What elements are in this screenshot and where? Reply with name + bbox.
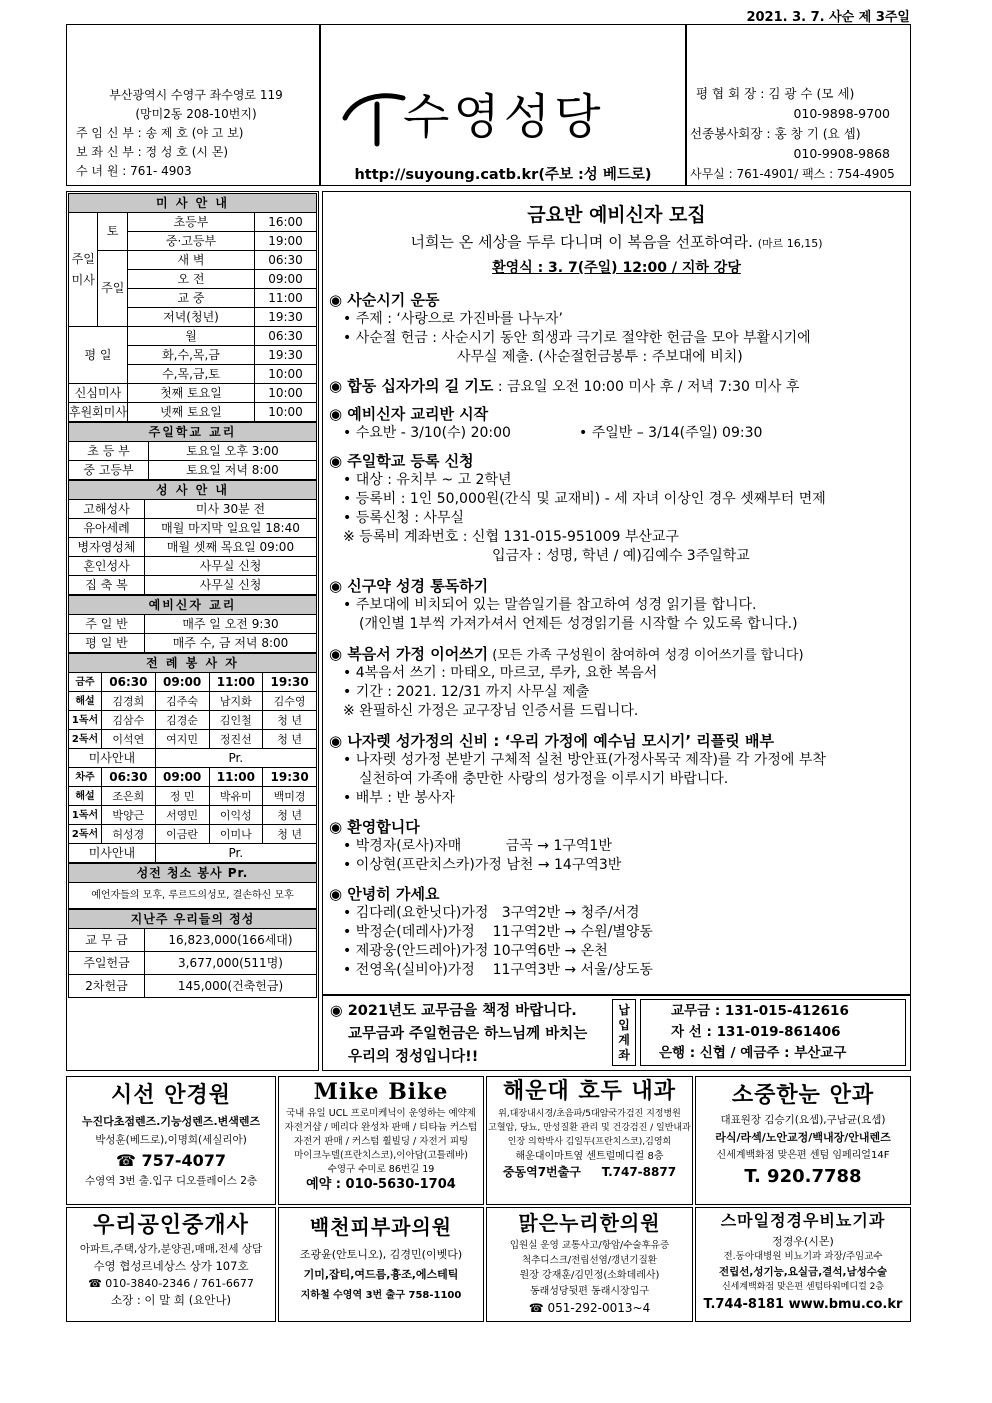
ad-phone: T.744-8181 www.bmu.co.kr: [703, 1297, 903, 1312]
convent-line: 수 녀 원 : 761- 4903: [76, 164, 192, 178]
farewell-entry: • 박정순(데레사)가정 11구역2반 → 수원/별양동: [343, 924, 653, 940]
usher-value: Pr.: [155, 844, 316, 863]
address-line: 부산광역시 수영구 좌수영로 119: [109, 88, 283, 102]
server-name: 조은희: [102, 787, 156, 806]
ad-line: 척추디스크/전립선염/갱년기질환: [522, 1255, 657, 1266]
sacrament-table: [68, 480, 317, 595]
nazareth-line: • 배부 : 반 봉사자: [343, 790, 455, 806]
header-divider-1: [319, 24, 321, 186]
nazareth-title: ◉ 나자렛 성가정의 신비 : ‘우리 가정에 예수님 모시기’ 리플릿 배부: [329, 732, 774, 750]
ad-title: 시선 안경원: [111, 1083, 231, 1108]
offering-amount: 145,000(건축헌금): [145, 975, 317, 998]
ad-line: 인장 의학박사 김일두(프란치스코),김영희: [507, 1137, 672, 1147]
ad-line: 수영 협성르네상스 상가 107호: [93, 1259, 249, 1273]
tithe-line: 우리의 정성입니다!!: [348, 1049, 479, 1065]
ad-line: 아파트,주택,상가,분양권,매매,전세 상담: [79, 1243, 263, 1255]
mass-table: [68, 193, 317, 422]
ad-title: 스마일정경우비뇨기과: [720, 1211, 886, 1230]
weekday-mass-label: 평 일: [69, 327, 128, 384]
school-grade: 초 등 부: [69, 442, 149, 461]
server-name: 여지민: [155, 730, 209, 749]
sacrament-info: 매월 셋째 목요일 09:00: [145, 538, 317, 557]
server-name: 이익성: [209, 806, 263, 825]
mass-row-time: 10:00: [255, 365, 317, 384]
ad-line: 신세계백화점 맞은편 센텀타워메디컬 2층: [721, 1282, 885, 1292]
address-sub-line: (망미2동 208-10번지): [135, 107, 257, 121]
lent-line: • 사순절 헌금 : 사순시기 동안 희생과 극기로 절약한 헌금을 모아 부활시기에: [343, 330, 811, 346]
mass-row-time: 19:30: [255, 308, 317, 327]
lent-line: 사무실 제출. (사순절헌금봉투 : 주보대에 비치): [457, 349, 743, 365]
server-head: 09:00: [155, 673, 209, 692]
charity-account: 자 선 : 131-019-861406: [671, 1024, 841, 1040]
ad-line: 박성훈(베드로),이명희(세실리아): [95, 1134, 247, 1146]
ad-line: 국내 유일 UCL 프로미케닉이 운영하는 예약제: [286, 1108, 476, 1119]
mass-row-time: 06:30: [255, 327, 317, 346]
mass-row-time: 09:00: [255, 270, 317, 289]
ad-line: 기미,잡티,여드름,흉조,에스테틱: [303, 1268, 459, 1281]
office-contact: 사무실 : 761-4901/ 팩스 : 754-4905: [690, 167, 895, 181]
gospel-line: • 기간 : 2021. 12/31 까지 사무실 제출: [343, 684, 590, 700]
catechumen-time: 매주 수, 금 저녁 8:00: [145, 634, 317, 653]
church-name: 수영성당: [403, 89, 605, 145]
usher-value: Pr.: [155, 749, 316, 768]
ad-line: 신세계백화점 맞은편 센텀 임페리얼14F: [716, 1150, 890, 1161]
offering-type: 교 무 금: [69, 929, 145, 952]
mass-row-time: 11:00: [255, 289, 317, 308]
catechumen-time: 매주 일 오전 9:30: [145, 615, 317, 634]
welcome-entry: • 이상현(프란치스카)가정 남천 → 14구역3반: [343, 857, 622, 873]
farewell-entry: • 제광웅(안드레아)가정 10구역6반 → 온천: [343, 943, 608, 959]
server-role: 2독서: [69, 825, 102, 844]
server-name: 이미나: [209, 825, 263, 844]
catechumen-start-title: ◉ 예비신자 교리반 시작: [329, 405, 489, 423]
ad-title: 우리공인중개사: [93, 1212, 249, 1238]
server-name: 백미경: [263, 787, 317, 806]
server-head: 06:30: [102, 768, 156, 787]
sacrament-name: 고해성사: [69, 500, 145, 519]
ad-title: 맑은누리한의원: [518, 1211, 661, 1235]
sacrament-info: 미사 30분 전: [145, 500, 317, 519]
account-tag: 납입계좌: [612, 999, 636, 1066]
ad-line: 자전거샵 / 메리다 완성차 판매 / 티타늄 커스텀: [284, 1122, 478, 1133]
farewell-section: [329, 884, 909, 980]
server-name: 김주숙: [155, 692, 209, 711]
mass-row-name: 교 중: [127, 289, 254, 308]
offering-amount: 3,677,000(511명): [145, 952, 317, 975]
ad-line: 누진다초점렌즈.기능성렌즈.변색렌즈: [81, 1115, 261, 1128]
server-name: 청 년: [263, 806, 317, 825]
mass-row-name: 저녁(청년): [127, 308, 254, 327]
catechumen-class: 주 일 반: [69, 615, 145, 634]
catechumen-class: 평 일 반: [69, 634, 145, 653]
server-role: 해설: [69, 692, 102, 711]
school-line: ※ 등록비 계좌번호 : 신협 131-015-951009 부산교구: [343, 529, 679, 545]
left-tables: [68, 193, 317, 998]
school-line: 입금자 : 성명, 학년 / 예)김예수 3주일학교: [492, 548, 750, 564]
welcome-section: [329, 817, 909, 875]
main-verse-ref: (마르 16,15): [757, 237, 823, 250]
server-head: 19:30: [263, 768, 317, 787]
lent-title: ◉ 사순시기 운동: [329, 291, 440, 309]
mass-row-time: 06:30: [255, 251, 317, 270]
server-name: 김삼수: [102, 711, 156, 730]
gospel-line: • 4복음서 쓰기 : 마태오, 마르코, 루카, 요한 복음서: [343, 665, 658, 681]
server-head: 19:30: [263, 673, 317, 692]
school-section: [329, 451, 909, 566]
school-grade: 중 고등부: [69, 461, 149, 480]
council-phone: 010-9898-9700: [793, 106, 890, 121]
farewell-title: ◉ 안녕히 가세요: [329, 885, 440, 903]
bible-line: (개인별 1부씩 가져가셔서 언제든 성경읽기를 시작할 수 있도록 합니다.): [359, 616, 798, 632]
bible-title: ◉ 신구약 성경 통독하기: [329, 577, 489, 595]
server-name: 이금란: [155, 825, 209, 844]
catechumen-table: [68, 595, 317, 653]
ad-phone: T. 920.7788: [744, 1166, 862, 1187]
server-name: 이석연: [102, 730, 156, 749]
nazareth-section: [329, 731, 909, 808]
ad-phone: 예약 : 010-5630-1704: [306, 1177, 456, 1192]
server-name: 김인철: [209, 711, 263, 730]
ad-line: 조광윤(안토니오), 김경민(이벳다): [299, 1248, 463, 1261]
server-role: 해설: [69, 787, 102, 806]
ad-phone: ☎ 757-4077: [115, 1151, 227, 1170]
offering-type: 2차헌금: [69, 975, 145, 998]
server-name: 박양근: [102, 806, 156, 825]
school-line: • 대상 : 유치부 ~ 고 2학년: [343, 472, 512, 488]
cleaning-title: 성전 청소 봉사 Pr.: [69, 864, 317, 883]
ad-line: 전.동아대병원 비뇨기과 과장/주임교수: [723, 1251, 883, 1262]
ad-line: 고혈압, 당뇨, 만성질환 관리 및 건강검진 / 일반내과: [488, 1123, 691, 1133]
offering-type: 주일헌금: [69, 952, 145, 975]
ad-phone: ☎ 010-3840-2346 / 761-6677: [88, 1277, 254, 1290]
special-mass-time: 10:00: [255, 384, 317, 403]
sunday-label: 주일: [98, 251, 127, 327]
ad-eye-clinic: [695, 1076, 911, 1205]
school-time: 토요일 오후 3:00: [149, 442, 317, 461]
server-head: 09:00: [155, 768, 209, 787]
mass-row-name: 새 벽: [127, 251, 254, 270]
header-divider-2: [685, 24, 687, 186]
usher-label: 미사안내: [69, 844, 156, 863]
account-box: [640, 999, 906, 1066]
special-mass-time: 10:00: [255, 403, 317, 422]
pastor-line: 주 임 신 부 : 송 제 호 (야 고 보): [76, 126, 244, 140]
ad-line: 자전거 판매 / 커스텀 휠빌딩 / 자전거 피팅: [293, 1136, 469, 1147]
sacrament-name: 병자영성체: [69, 538, 145, 557]
server-table: [68, 653, 317, 863]
farewell-entry: • 전영옥(실비아)가정 11구역3반 → 서울/상도동: [343, 962, 653, 978]
mass-row-name: 중·고등부: [127, 232, 254, 251]
bank-info: 은행 : 신협 / 예금주 : 부산교구: [659, 1045, 847, 1061]
ad-title: 소중한눈 안과: [731, 1083, 875, 1108]
nazareth-line: • 나자렛 성가정 본받기 구체적 실천 방안표(가정사목국 제작)를 각 가정에 부착: [343, 752, 826, 768]
mass-title: 미 사 안 내: [69, 194, 317, 213]
server-head: 06:30: [102, 673, 156, 692]
server-name: 김수영: [263, 692, 317, 711]
welcome-title: ◉ 환영합니다: [329, 818, 420, 836]
ad-phone: ☎ 051-292-0013~4: [528, 1301, 651, 1315]
ad-line: 정경우(시몬): [772, 1235, 834, 1248]
server-name: 김경희: [102, 692, 156, 711]
catechumen-line: [329, 424, 909, 443]
welcome-line: 환영식 : 3. 7(주일) 12:00 / 지하 강당: [492, 260, 741, 276]
ad-clinic-internal: [486, 1076, 693, 1205]
server-name: 청 년: [263, 730, 317, 749]
ad-korean-medicine: [486, 1207, 693, 1322]
council-president: 평 협 회 장 : 김 광 수 (모 세): [696, 86, 855, 101]
gospel-section: [329, 644, 909, 721]
special-mass-day: 넷째 토요일: [127, 403, 254, 422]
ad-title: 해운대 호두 내과: [502, 1079, 677, 1104]
offering-amount: 16,823,000(166세대): [145, 929, 317, 952]
server-title: 전 례 봉 사 자: [69, 654, 317, 673]
server-role: 1독서: [69, 711, 102, 730]
header-right: [690, 84, 908, 184]
stations-title: ◉ 합동 십자가의 길 기도: [329, 377, 494, 395]
mass-row-time: 19:00: [255, 232, 317, 251]
sunday-class: • 주일반 – 3/14(주일) 09:30: [579, 425, 763, 441]
tithe-line: 교무금과 주일헌금은 하느님께 바치는: [348, 1026, 588, 1042]
server-name: 김경순: [155, 711, 209, 730]
school-time: 토요일 저녁 8:00: [149, 461, 317, 480]
main-verse-line: [322, 231, 911, 252]
school-reg-title: ◉ 주일학교 등록 신청: [329, 452, 474, 470]
cleaning-groups: 예언자들의 모후, 루르드의성모, 결손하신 모후: [69, 883, 317, 909]
ad-line: 원장 강재훈/김민정(소화데레사): [519, 1270, 660, 1281]
lent-line: • 주제 : ‘사랑으로 가진바를 나누자’: [343, 311, 563, 327]
ad-optical: [66, 1076, 276, 1205]
issue-date: 2021. 3. 7. 사순 제 3주일: [746, 10, 910, 25]
usher-label: 미사안내: [69, 749, 156, 768]
ad-urology: [695, 1207, 911, 1322]
mass-row-name: 화,수,목,금: [127, 346, 254, 365]
gospel-line: ※ 완필하신 가정은 교구장님 인증서를 드립니다.: [343, 703, 639, 719]
school-line: • 등록비 : 1인 50,000원(간식 및 교재비) - 세 자녀 이상인 경우 셋째부터 면제: [343, 491, 826, 507]
ad-line: 동래성당뒷편 동래시장입구: [529, 1286, 650, 1297]
ad-phone: 중동역7번출구 T.747-8877: [502, 1165, 677, 1179]
tithe-message: [330, 1000, 600, 1069]
special-mass-day: 첫째 토요일: [127, 384, 254, 403]
school-line: • 등록신청 : 사무실: [343, 510, 464, 526]
special-mass-name: 후원회미사: [69, 403, 128, 422]
mass-row-name: 월: [127, 327, 254, 346]
school-title: 주일학교 교리: [69, 423, 317, 442]
server-name: 남지화: [209, 692, 263, 711]
website-url[interactable]: http://suyoung.catb.kr(주보 :성 베드로): [354, 167, 652, 183]
server-name: 서영민: [155, 806, 209, 825]
ad-line: 전립선,성기능,요실금,결석,남성수술: [718, 1266, 888, 1278]
offering-title: 지난주 우리들의 정성: [69, 910, 317, 929]
school-table: [68, 422, 317, 480]
sacrament-name: 혼인성사: [69, 557, 145, 576]
server-name: 청 년: [263, 711, 317, 730]
ad-line: 위,대장내시경/초음파/5대암국가검진 지정병원: [498, 1109, 681, 1119]
mass-row-name: 초등부: [127, 213, 254, 232]
offering-table: [68, 909, 317, 998]
server-name: 청 년: [263, 825, 317, 844]
server-head: 차주: [69, 768, 102, 787]
server-head: 11:00: [209, 768, 263, 787]
lent-section: [329, 290, 909, 367]
nazareth-line: 실천하여 가족애 충만한 사랑의 성가정을 이루시기 바랍니다.: [359, 771, 729, 787]
server-name: 허성경: [102, 825, 156, 844]
farewell-entry: • 김다레(요한닛다)가정 3구역2반 → 청주/서경: [343, 905, 640, 921]
sacrament-info: 사무실 신청: [145, 576, 317, 595]
ad-bike: [278, 1076, 484, 1205]
ad-line: 라식/라섹/노안교정/백내장/안내렌즈: [715, 1131, 891, 1144]
gospel-title: ◉ 복음서 가정 이어쓰기: [329, 645, 489, 663]
sacrament-name: 집 축 복: [69, 576, 145, 595]
server-role: 1독서: [69, 806, 102, 825]
mass-row-time: 16:00: [255, 213, 317, 232]
ad-line: 마이크누델(프란치스코),이아담(고틀레바): [294, 1150, 468, 1161]
ad-line: 해운대이마트옆 센트럴메디컬 8층: [515, 1151, 664, 1162]
assistant-line: 보 좌 신 부 : 정 성 호 (시 몬): [76, 145, 229, 159]
funeral-phone: 010-9908-9868: [793, 146, 890, 161]
ad-line: 수영구 수미로 86번길 19: [327, 1164, 435, 1175]
server-head: 금주: [69, 673, 102, 692]
server-head: 11:00: [209, 673, 263, 692]
welcome-entry: • 박경자(로사)자매 금곡 → 1구역1반: [343, 838, 612, 854]
catechumen-section: [329, 404, 909, 443]
stations-section: [329, 376, 909, 396]
ad-line: 대표원장 김승기(요셉),구남균(요셉): [720, 1114, 886, 1126]
server-name: 정 민: [155, 787, 209, 806]
wednesday-class: • 수요반 - 3/10(수) 20:00: [343, 425, 511, 441]
ad-line: 수영역 3번 출.입구 디오플레이스 2층: [84, 1175, 258, 1187]
main-verse: 너희는 온 세상을 두루 다니며 이 복음을 선포하여라.: [410, 233, 753, 251]
server-name: 박유미: [209, 787, 263, 806]
sacrament-info: 사무실 신청: [145, 557, 317, 576]
catechumen-title: 예비신자 교리: [69, 596, 317, 615]
tithe-line: ◉ 2021년도 교무금을 책정 바랍니다.: [330, 1003, 577, 1019]
ad-title: 백천피부과의원: [309, 1215, 453, 1239]
mass-row-name: 수,목,금,토: [127, 365, 254, 384]
sunday-mass-label: 주일미사: [69, 213, 98, 327]
cleaning-table: [68, 863, 317, 909]
main-title: 금요반 예비신자 모집: [527, 204, 706, 226]
mass-row-name: 오 전: [127, 270, 254, 289]
sacrament-title: 성 사 안 내: [69, 481, 317, 500]
mass-row-time: 19:30: [255, 346, 317, 365]
ad-phone: 지하철 수영역 3번 출구 758-1100: [300, 1290, 462, 1301]
ad-line: 입원실 운영 교통사고/항암/수술후유증: [509, 1240, 670, 1251]
tithe-account: 교무금 : 131-015-412616: [671, 1003, 849, 1019]
server-name: 정진선: [209, 730, 263, 749]
sacrament-info: 매월 마지막 일요일 18:40: [145, 519, 317, 538]
bible-section: [329, 576, 909, 634]
ad-dermatology: [278, 1207, 484, 1322]
saturday-label: 토: [98, 213, 127, 251]
ad-line: 소장 : 이 말 희 (요안나): [111, 1293, 231, 1307]
tithe-divider: [322, 994, 911, 996]
gospel-note: (모든 가족 구성원이 참여하여 성경 이어쓰기를 합니다): [488, 648, 804, 663]
bible-line: • 주보대에 비치되어 있는 말씀일기를 참고하여 성경 읽기를 합니다.: [343, 597, 757, 613]
ad-realestate: [66, 1207, 276, 1322]
church-logo: [333, 80, 678, 160]
header-left: [76, 86, 316, 181]
stations-times: : 금요일 오전 10:00 미사 후 / 저녁 7:30 미사 후: [493, 379, 800, 395]
sacrament-name: 유아세례: [69, 519, 145, 538]
server-role: 2독서: [69, 730, 102, 749]
special-mass-name: 신심미사: [69, 384, 128, 403]
ad-title: Mike Bike: [313, 1079, 449, 1105]
funeral-president: 선종봉사회장 : 홍 창 기 (요 셉): [690, 126, 861, 141]
